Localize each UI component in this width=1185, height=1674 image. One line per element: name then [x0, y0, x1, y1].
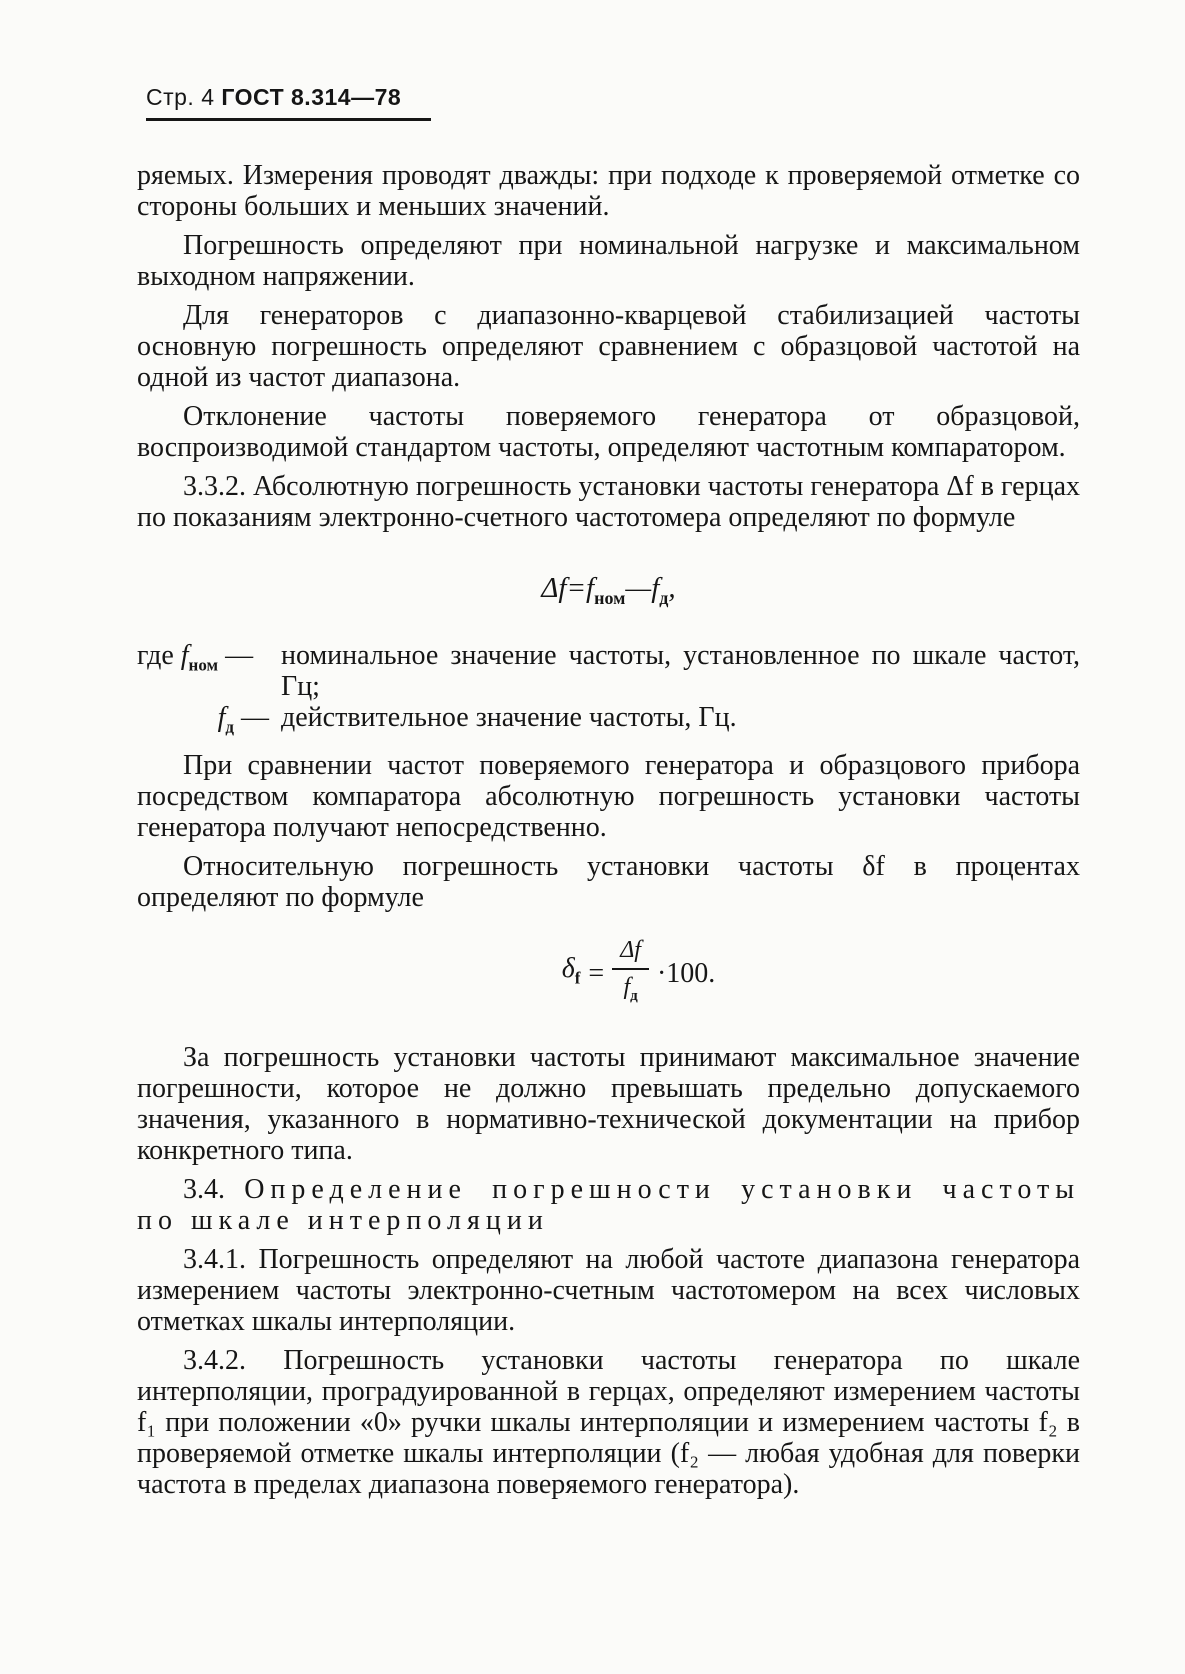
definition-text: номинальное значение частоты, установленное по шкале частот, Гц;	[281, 639, 1080, 702]
section-heading	[137, 1174, 1080, 1236]
paragraph: Отклонение частоты поверяемого генератора от образцовой, воспроизводимой стандартом частоты, определяют частотным компаратором.	[137, 401, 1080, 463]
formula2-fraction	[612, 935, 649, 1012]
symbol-f-d	[217, 701, 234, 737]
symbol-sub-nom: ном	[188, 655, 219, 675]
paragraph: 3.3.2. Абсолютную погрешность установки частоты генератора Δf в герцах по показаниям электронно-счетного частотомера определяют по формуле	[137, 471, 1080, 533]
standard-number: ГОСТ 8.314—78	[221, 84, 402, 110]
document-body	[137, 160, 1080, 1508]
formula2-eq: =	[588, 958, 605, 990]
paragraph: 3.4.2. Погрешность установки частоты генератора по шкале интерполяции, проградуированной в герцах, определяют измерением частоты f₁ при положении «0» ручки шкалы интерполяции и измерением частоты f₂ в проверяемой отметке шкалы интерполяции (f₂ — любая удобная для поверки частота в пределах диапазона поверяемого генератора).	[137, 1345, 1080, 1501]
formula-relative-error	[197, 935, 1080, 1012]
symbol-sub-d: д	[225, 717, 234, 737]
paragraph: Погрешность определяют при номинальной нагрузке и максимальном выходном напряжении.	[137, 230, 1080, 292]
formula2-numerator: Δf	[612, 935, 649, 970]
symbol-f: f	[180, 639, 189, 671]
paragraph: Для генераторов с диапазонно-кварцевой стабилизацией частоты основную погрешность определяют сравнением с образцовой частотой на одной из частот диапазона.	[137, 300, 1080, 393]
formula-minus: —	[625, 572, 652, 604]
formula2-lhs	[562, 953, 581, 994]
definition-dash: —	[225, 639, 254, 671]
page-header	[146, 84, 401, 111]
page-number: Стр. 4	[146, 84, 215, 110]
formula2-lhs-sub: f	[574, 969, 581, 989]
symbol-f-nom	[180, 639, 219, 675]
formula-sub-nom: ном	[594, 587, 626, 608]
section-title: Определение погрешности установки частоты по шкале интерполяции	[137, 1174, 1081, 1237]
formula-f-nom: f	[586, 572, 595, 604]
paragraph: За погрешность установки частоты принимают максимальное значение погрешности, которое не должно превышать предельно допускаемого значения, указанного в нормативно-технической документации на прибор конкретного типа.	[137, 1042, 1080, 1167]
definition-f-d	[137, 702, 1080, 743]
section-number: 3.4.	[183, 1174, 225, 1206]
definition-term	[137, 640, 281, 702]
formula-f-d: f	[651, 572, 660, 604]
definition-term	[137, 702, 281, 743]
formula2-delta: δ	[561, 953, 575, 985]
formula-tail: ,	[668, 572, 676, 604]
paragraph: 3.4.1. Погрешность определяют на любой частоте диапазона генератора измерением частоты электронно-счетным частотомером на всех числовых отметках шкалы интерполяции.	[137, 1244, 1080, 1338]
symbol-f: f	[217, 701, 226, 733]
formula2-den-sub: д	[630, 988, 638, 1005]
header-rule	[146, 118, 431, 121]
paragraph: При сравнении частот поверяемого генератора и образцового прибора посредством компаратора абсолютную погрешность установки частоты генератора получают непосредственно.	[137, 750, 1080, 844]
formula-eq: =	[566, 572, 587, 604]
paragraph: Относительную погрешность установки частоты δf в процентах определяют по формуле	[137, 851, 1080, 914]
definition-text: действительное значение частоты, Гц.	[281, 701, 737, 733]
where-lead: где	[137, 639, 174, 671]
formula2-tail: ·100.	[656, 958, 716, 990]
definition-dash: —	[241, 701, 269, 733]
formula2-denominator	[623, 970, 637, 1012]
formula-sub-d: д	[659, 587, 669, 608]
paragraph: ряемых. Измерения проводят дважды: при подходе к проверяемой отметке со стороны больших и меньших значений.	[137, 160, 1080, 222]
definition-f-nom	[137, 640, 1080, 702]
formula2-den-f: f	[623, 974, 631, 1001]
formula-lhs: Δf	[541, 572, 567, 604]
formula-absolute-error	[137, 573, 1080, 614]
